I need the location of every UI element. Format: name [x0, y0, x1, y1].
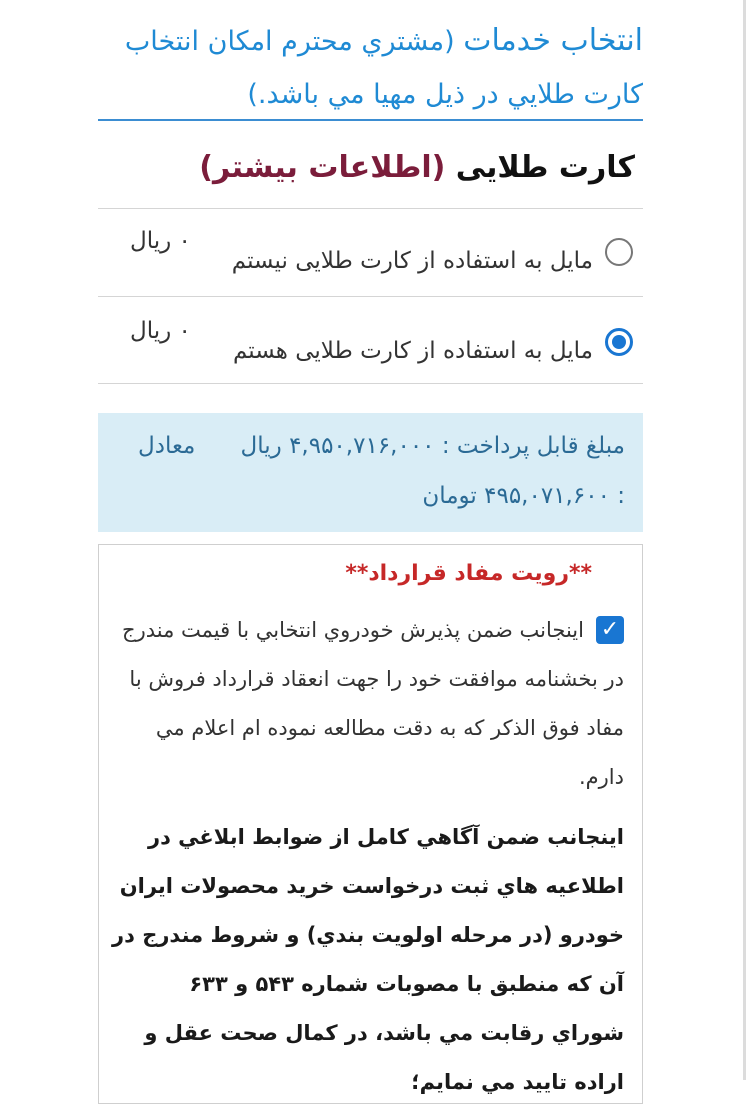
- contract-clause-awareness: اينجانب ضمن آگاهي كامل از ضوابط ابلاغي در اطلاعيه هاي ثبت درخواست خريد محصولات ايران خودرو (در مرحله اولويت بندي) و شروط مندرج در آن كه منطبق با مصوبات شماره ۵۴۳ و ۶۳۳ شوراي رقابت مي باشد، در كمال صحت عقل و اراده تاييد مي نمايم؛: [112, 825, 624, 1094]
- divider: [98, 296, 643, 297]
- gold-card-option-accept[interactable]: [110, 318, 633, 378]
- services-title: انتخاب خدمات: [463, 23, 643, 58]
- divider: [98, 383, 643, 384]
- gold-card-heading: [199, 150, 635, 185]
- option-label-accept: مایل به استفاده از کارت طلایی هستم: [233, 338, 593, 364]
- checkmark-icon: ✓: [600, 617, 620, 642]
- header-divider: [98, 119, 643, 121]
- gold-card-option-decline[interactable]: [110, 228, 633, 288]
- option-label-decline: مایل به استفاده از کارت طلایی نیستم: [231, 248, 593, 274]
- payable-amount: مبلغ قابل پرداخت : ۴,۹۵۰,۷۱۶,۰۰۰ ریال: [240, 433, 625, 459]
- divider: [98, 208, 643, 209]
- more-info-link[interactable]: (اطلاعات بیشتر): [199, 150, 456, 185]
- services-header: [98, 14, 643, 121]
- radio-decline[interactable]: [605, 238, 633, 266]
- contract-box: [98, 544, 643, 1104]
- services-description: (مشتري محترم امکان انتخاب کارت طلايي در ذيل مهيا مي باشد.): [124, 26, 643, 110]
- contract-title: **رويت مفاد قرارداد**: [345, 561, 592, 586]
- gold-card-title: کارت طلایی: [455, 150, 635, 185]
- payable-amount-toman: : ۴۹۵,۰۷۱,۶۰۰ تومان: [422, 483, 625, 509]
- equivalent-label: معادل: [138, 433, 196, 459]
- radio-accept[interactable]: [605, 328, 633, 356]
- option-price-decline: ۰ ریال: [130, 228, 191, 254]
- contract-clause-agreement: اینجانب ضمن پذیرش خودروي انتخابي با قيمت مندرج در بخشنامه موافقت خود را جهت انعقاد قرارداد فروش با مفاد فوق الذکر که به دقت مطالعه نموده ام اعلام مي دارم.: [122, 618, 624, 789]
- option-price-accept: ۰ ریال: [130, 318, 191, 344]
- payment-box: [98, 413, 643, 532]
